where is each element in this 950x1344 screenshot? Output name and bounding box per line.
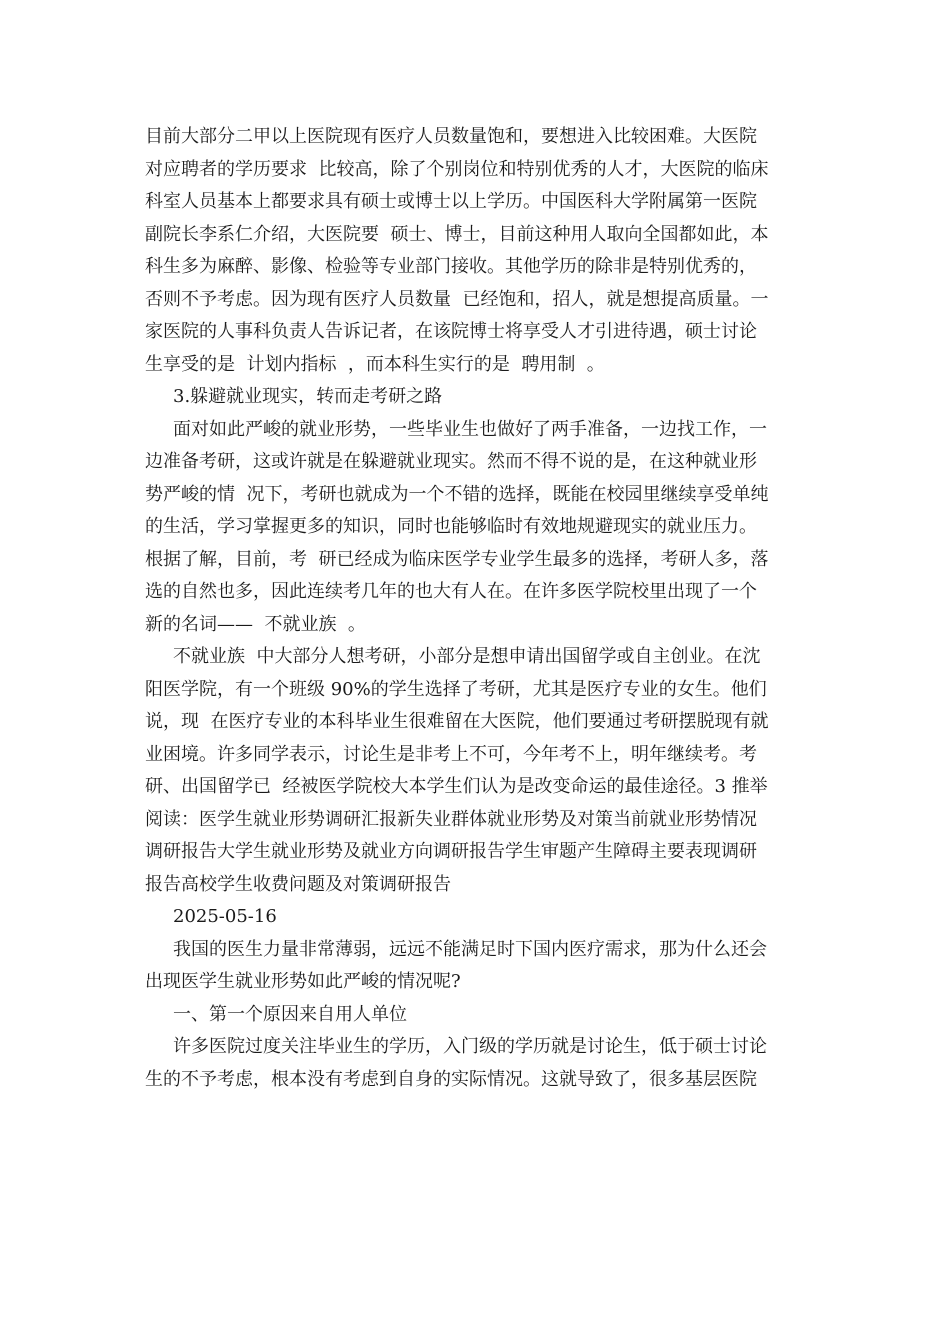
- text-line: 不就业族 中大部分人想考研，小部分是想申请出国留学或自主创业。在沈: [173, 646, 761, 667]
- text-line: 选的自然也多，因此连续考几年的也大有人在。在许多医学院校里出现了一个: [145, 581, 757, 602]
- text-line: 面对如此严峻的就业形势，一些毕业生也做好了两手准备，一边找工作，一: [173, 418, 767, 440]
- text-line: 研、出国留学已 经被医学院校大本学生们认为是改变命运的最佳途径。3 推举: [145, 776, 768, 797]
- text-line: 出现医学生就业形势如此严峻的情况呢?: [145, 971, 461, 992]
- text-line: 调研报告大学生就业形势及就业方向调研报告学生审题产生障碍主要表现调研: [145, 841, 757, 862]
- text-line: 科生多为麻醉、影像、检验等专业部门接收。其他学历的除非是特别优秀的，: [145, 256, 757, 277]
- text-line: 2025-05-16: [173, 906, 277, 927]
- text-line: 否则不予考虑。因为现有医疗人员数量 已经饱和，招人，就是想提高质量。一: [145, 288, 769, 310]
- text-line: 3.躲避就业现实，转而走考研之路: [173, 386, 443, 407]
- text-line: 势严峻的情 况下，考研也就成为一个不错的选择，既能在校园里继续享受单纯: [145, 483, 769, 505]
- text-line: 的生活，学习掌握更多的知识，同时也能够临时有效地规避现实的就业压力。: [145, 516, 757, 537]
- text-line: 报告高校学生收费问题及对策调研报告: [145, 873, 451, 895]
- text-line: 业困境。许多同学表示，讨论生是非考上不可，今年考不上，明年继续考。考: [145, 743, 757, 765]
- text-line: 我国的医生力量非常薄弱，远远不能满足时下国内医疗需求，那为什么还会: [173, 938, 767, 960]
- text-line: 生享受的是 计划内指标 ，而本科生实行的是 聘用制 。: [145, 353, 605, 375]
- text-line: 说，现 在医疗专业的本科毕业生很难留在大医院，他们要通过考研摆脱现有就: [145, 711, 769, 732]
- text-line: 副院长李系仁介绍，大医院要 硕士、博士，目前这种用人取向全国都如此，本: [145, 223, 769, 245]
- text-line: 新的名词—— 不就业族 。: [145, 613, 366, 635]
- text-line: 科室人员基本上都要求具有硕士或博士以上学历。中国医科大学附属第一医院: [145, 191, 757, 212]
- text-line: 阳医学院，有一个班级 90%的学生选择了考研，尤其是医疗专业的女生。他们: [145, 678, 767, 700]
- text-line: 对应聘者的学历要求 比较高，除了个别岗位和特别优秀的人才，大医院的临床: [145, 158, 769, 180]
- text-line: 阅读：医学生就业形势调研汇报新失业群体就业形势及对策当前就业形势情况: [145, 808, 757, 830]
- text-line: 目前大部分二甲以上医院现有医疗人员数量饱和，要想进入比较困难。大医院: [145, 126, 757, 147]
- text-line: 许多医院过度关注毕业生的学历，入门级的学历就是讨论生，低于硕士讨论: [173, 1036, 767, 1057]
- text-line: 根据了解，目前，考 研已经成为临床医学专业学生最多的选择，考研人多，落: [145, 548, 769, 570]
- text-line: 一、第一个原因来自用人单位: [173, 1003, 407, 1025]
- text-line: 边准备考研，这或许就是在躲避就业现实。然而不得不说的是，在这种就业形: [145, 451, 757, 472]
- document-page: [145, 121, 815, 1096]
- text-line: 生的不予考虑，根本没有考虑到自身的实际情况。这就导致了，很多基层医院: [145, 1068, 757, 1090]
- text-line: 家医院的人事科负责人告诉记者，在该院博士将享受人才引进待遇，硕士讨论: [145, 321, 757, 342]
